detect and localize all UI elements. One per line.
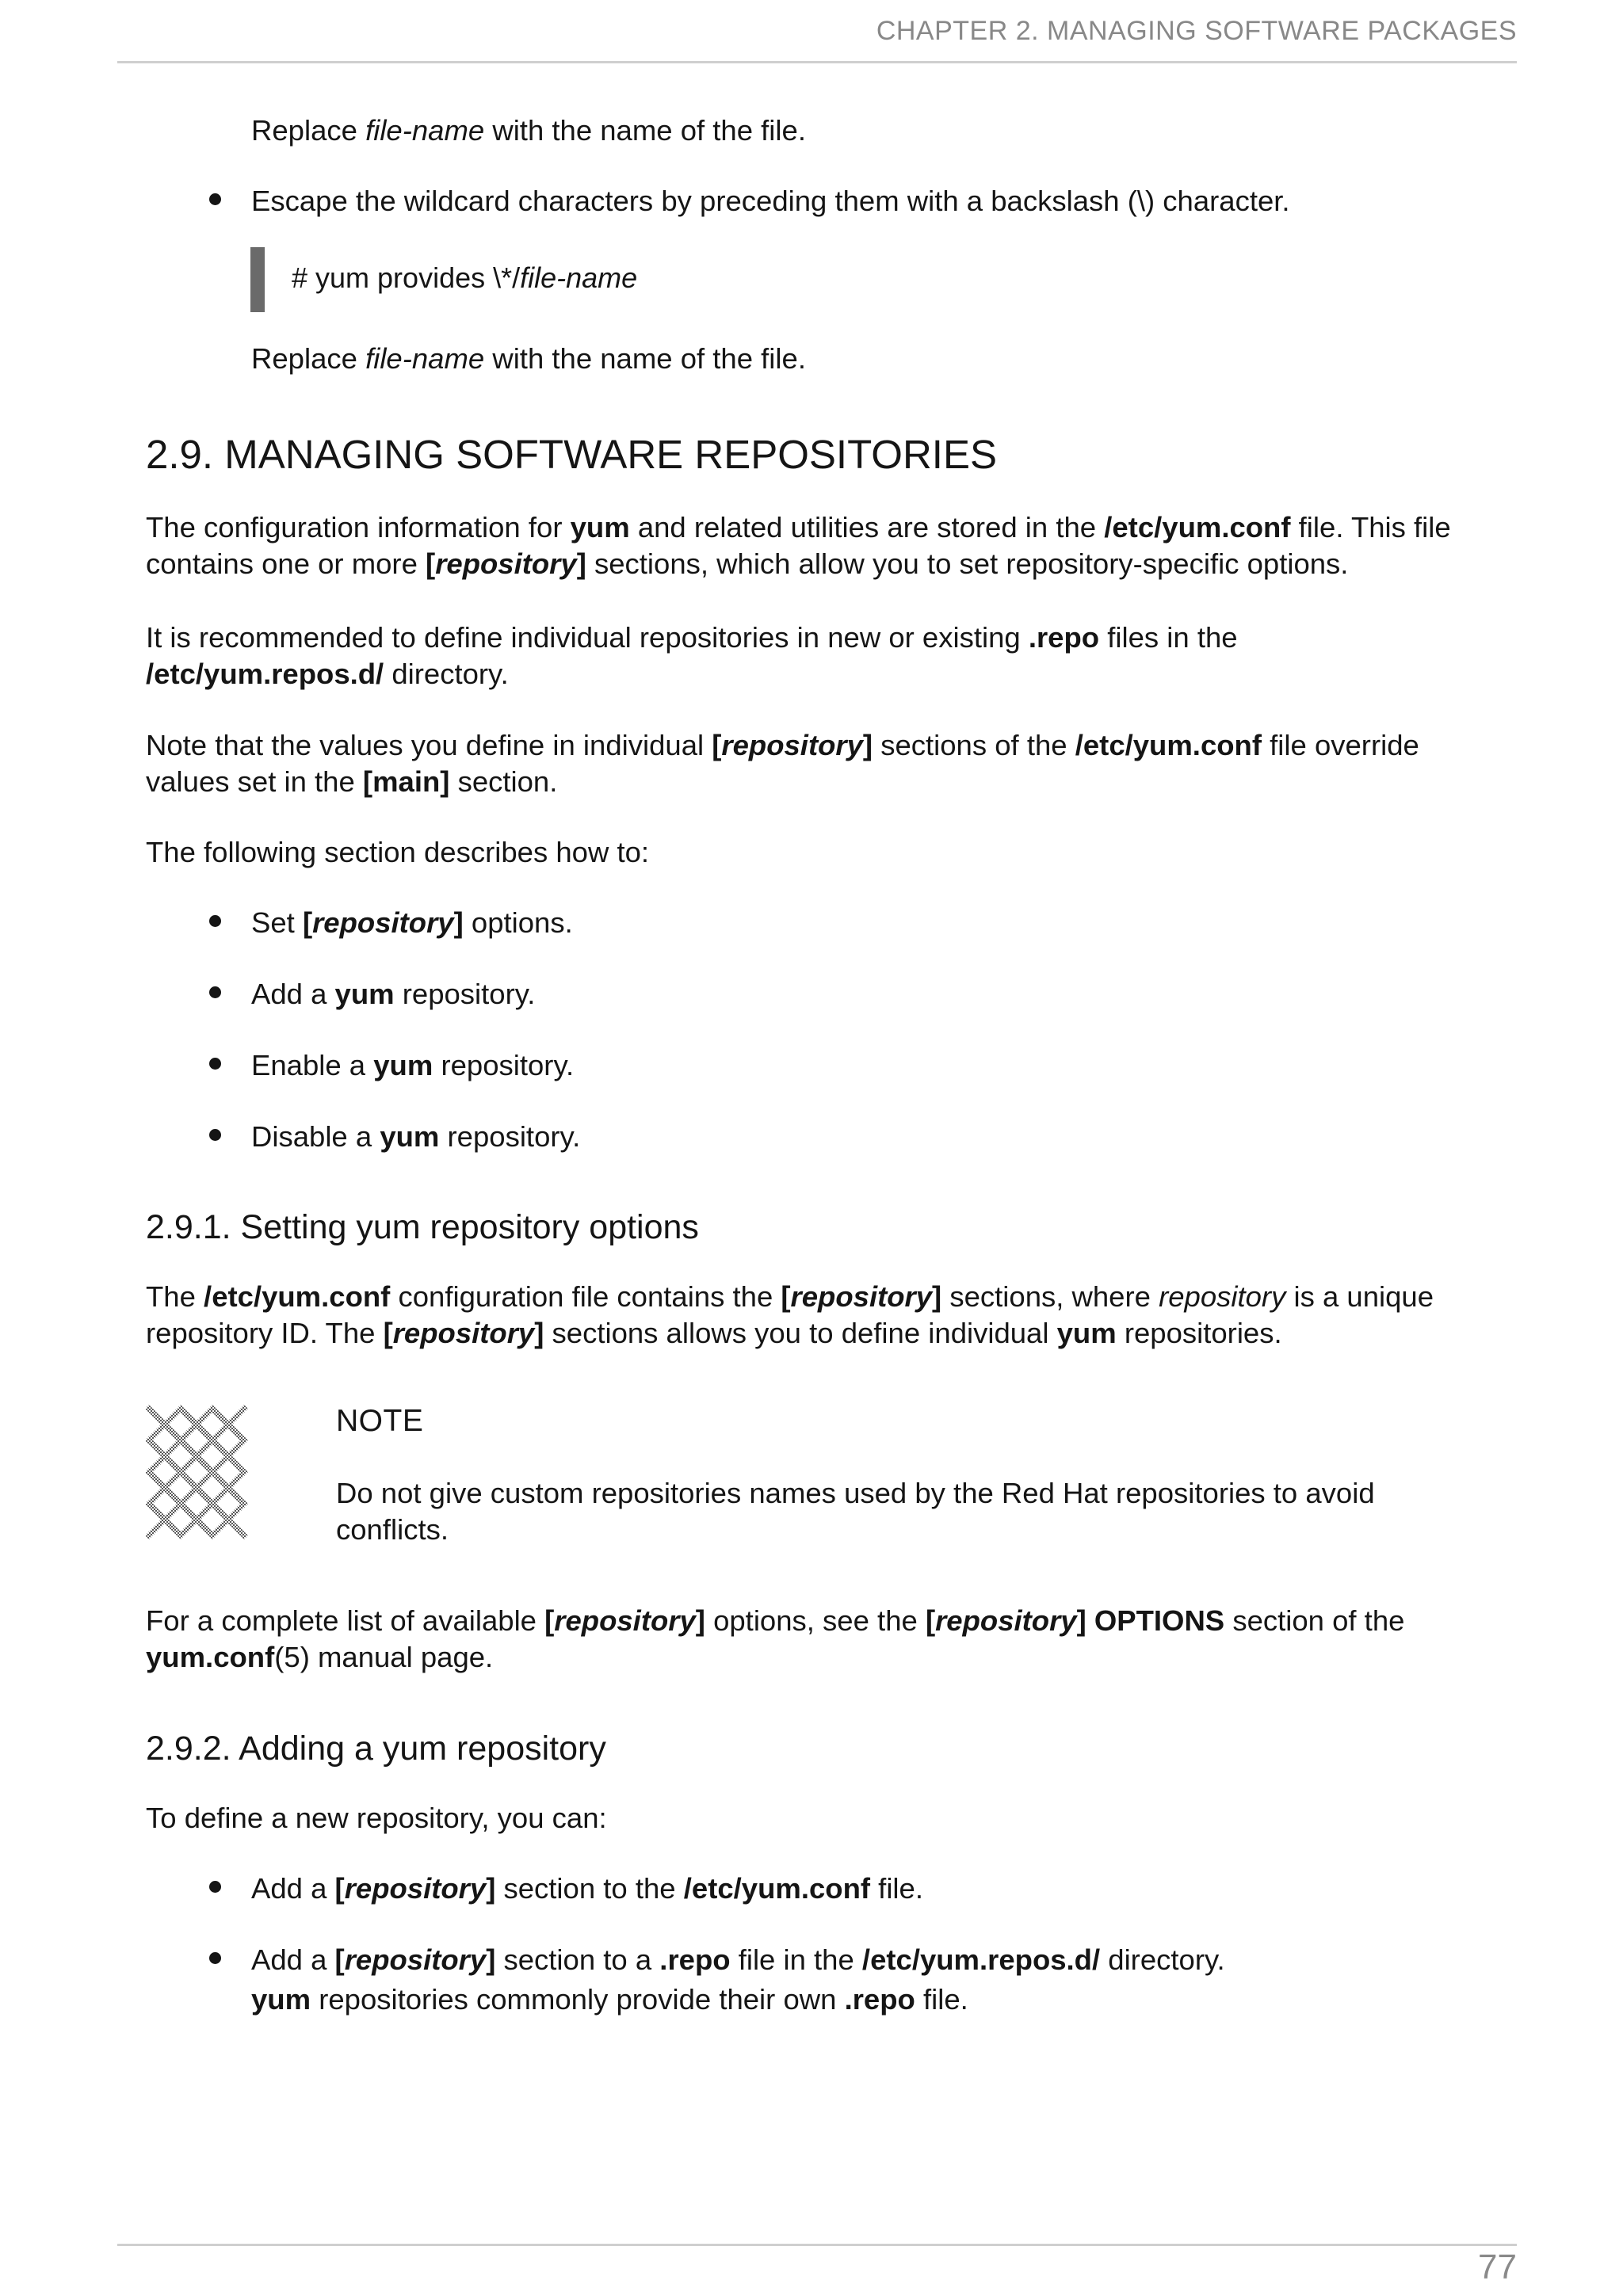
- paragraph-config-line-1: The configuration information for yum and related utilities are stored in the /etc/yum.conf file. This file: [146, 511, 1451, 543]
- list-item-repo-file-continuation: yum repositories commonly provide their own .repo file.: [251, 1983, 968, 2016]
- footer-rule: [117, 2244, 1517, 2246]
- running-header: CHAPTER 2. MANAGING SOFTWARE PACKAGES: [876, 16, 1517, 46]
- code-block: # yum provides \*/file-name: [292, 261, 638, 294]
- note-icon: [146, 1402, 251, 1547]
- bullet-marker: [209, 915, 221, 927]
- bullet-marker: [209, 1952, 221, 1964]
- paragraph-yum-conf-line-2: repository ID. The [repository] sections allows you to define individual yum repositories.: [146, 1317, 1282, 1349]
- bullet-marker: [209, 1129, 221, 1141]
- list-item-add-section-repo-file: Add a [repository] section to a .repo file in the /etc/yum.repos.d/ directory.: [251, 1943, 1225, 1976]
- replace-instruction-2: Replace file-name with the name of the file.: [251, 342, 806, 375]
- paragraph-repo-files-line-1: It is recommended to define individual repositories in new or existing .repo files in the: [146, 621, 1238, 654]
- section-heading-2-9-2: 2.9.2. Adding a yum repository: [146, 1730, 606, 1768]
- note-body-line-2: conflicts.: [336, 1513, 449, 1546]
- list-item-add-repo: Add a yum repository.: [251, 978, 536, 1010]
- header-rule: [117, 61, 1517, 63]
- bullet-marker: [209, 1881, 221, 1893]
- bullet-marker: [209, 986, 221, 998]
- paragraph-config-line-2: contains one or more [repository] sections, which allow you to set repository-specific options.: [146, 547, 1349, 580]
- list-item-disable-repo: Disable a yum repository.: [251, 1120, 581, 1153]
- paragraph-override-line-1: Note that the values you define in individual [repository] sections of the /etc/yum.conf file override: [146, 729, 1419, 761]
- replace-instruction-1: Replace file-name with the name of the file.: [251, 114, 806, 147]
- section-heading-2-9: 2.9. MANAGING SOFTWARE REPOSITORIES: [146, 432, 998, 477]
- section-heading-2-9-1: 2.9.1. Setting yum repository options: [146, 1208, 699, 1246]
- paragraph-yum-conf-line-1: The /etc/yum.conf configuration file contains the [repository] sections, where repository is a unique: [146, 1280, 1434, 1313]
- paragraph-repo-files-line-2: /etc/yum.repos.d/ directory.: [146, 658, 509, 690]
- note-title: NOTE: [336, 1404, 424, 1438]
- bullet-marker: [209, 193, 221, 205]
- bullet-marker: [209, 1058, 221, 1070]
- page-number: 77: [1478, 2248, 1517, 2286]
- paragraph-define-repo: To define a new repository, you can:: [146, 1802, 607, 1834]
- paragraph-override-line-2: values set in the [main] section.: [146, 765, 558, 798]
- escape-bullet-text: Escape the wildcard characters by preceding them with a backslash (\) character.: [251, 185, 1290, 217]
- paragraph-options-line-2: yum.conf(5) manual page.: [146, 1641, 494, 1673]
- paragraph-describes: The following section describes how to:: [146, 836, 650, 868]
- list-item-set-options: Set [repository] options.: [251, 906, 573, 939]
- list-item-enable-repo: Enable a yum repository.: [251, 1049, 575, 1081]
- paragraph-options-line-1: For a complete list of available [repository] options, see the [repository] OPTIONS section of the: [146, 1604, 1405, 1637]
- code-block-bar: [250, 247, 265, 312]
- note-body-line-1: Do not give custom repositories names used by the Red Hat repositories to avoid: [336, 1477, 1375, 1509]
- list-item-add-section-yum-conf: Add a [repository] section to the /etc/yum.conf file.: [251, 1872, 923, 1905]
